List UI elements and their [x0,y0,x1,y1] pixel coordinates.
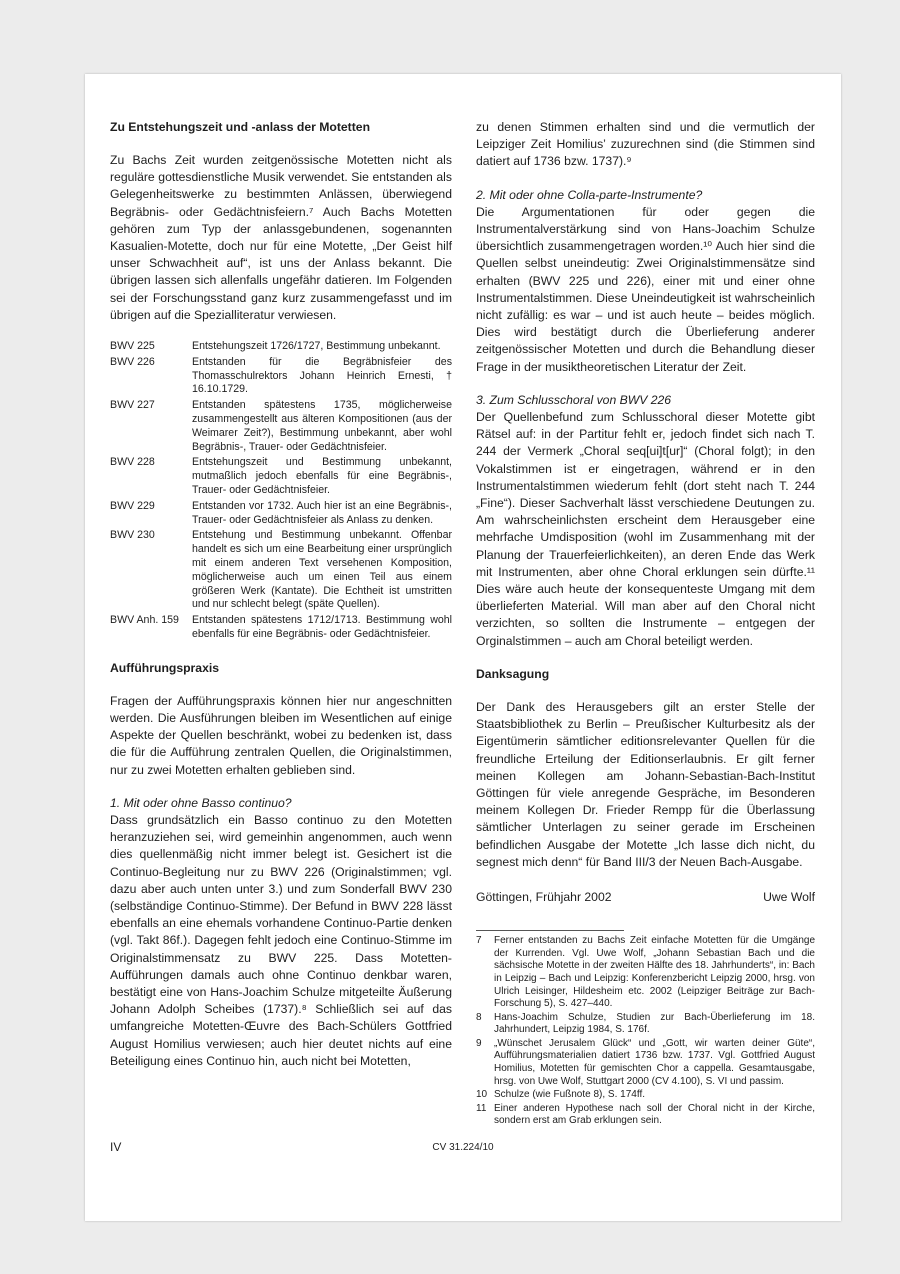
bwv-number: BWV 228 [110,456,155,469]
bwv-number: BWV 225 [110,340,155,353]
footnote-text: Schulze (wie Fußnote 8), S. 174ff. [494,1089,646,1101]
section-heading-praxis: Aufführungspraxis [110,660,220,675]
bwv-description: Entstehungszeit und Bestimmung unbekannt, mutmaßlich jedoch ebenfalls für eine Begräbnis-, Trauer- oder Gedächtnisfeier. [192,456,452,496]
bwv-list [110,340,452,642]
footnote-number: 9 [476,1037,482,1049]
bwv-description: Entstanden spätestens 1712/1713. Bestimmung wohl ebenfalls für eine Begräbnis- oder Gedächtnisfeier. [192,614,452,640]
page-number: IV [110,1140,122,1154]
author-name: Uwe Wolf [763,889,815,904]
footnote-number: 8 [476,1011,482,1023]
bwv-description: Entstanden für die Begräbnisfeier des Thomasschulrektors Johann Heinrich Ernesti, † 16.10.1729. [192,355,452,396]
section-heading-danksagung: Danksagung [476,666,550,681]
bwv-entry [110,356,452,397]
left-column [110,119,452,1070]
footnote-text: Hans-Joachim Schulze, Studien zur Bach-Überlieferung im 18. Jahrhundert, Leipzig 1984, S. 176f. [494,1011,815,1036]
catalog-number: CV 31.224/10 [432,1142,494,1153]
subheading-schlusschoral: 3. Zum Schlusschoral von BWV 226 [476,392,672,407]
praxis-paragraph: Fragen der Aufführungspraxis können hier nur angeschnitten werden. Die Ausführungen bleiben im Wesentlichen auf einige Aspekte der Quellen beschränkt, wobei zu bedenken ist, dass die für die Aufführung zentralen Quellen, die Originalstimmen, nur zu zwei Motetten erhalten geblieben sind. [110,693,452,777]
footnote-text: „Wünschet Jerusalem Glück“ und „Gott, wir warten deiner Güte“, Aufführungsmaterialien datiert 1736 bzw. 1737. Vgl. Gottfried August Homilius, Motetten für gemischten Chor a cappella. Gesamtausgabe, hrsg. von Uwe Wolf, Stuttgart 2000 (CV 4.100), S. VI und passim. [494,1037,815,1087]
place-date: Göttingen, Frühjahr 2002 [476,889,612,904]
bwv-description: Entstehungszeit 1726/1727, Bestimmung unbekannt. [192,340,441,353]
continued-paragraph: zu denen Stimmen erhalten sind und die vermutlich der Leipziger Zeit Homilius’ zuzurechnen sind (die Stimmen sind datiert auf 1736 bzw. 1737).⁹ [476,120,815,169]
footnote-text: Einer anderen Hypothese nach soll der Choral nicht in der Kirche, sondern erst am Grab erklungen sein. [494,1102,815,1127]
document-page [85,74,841,1221]
footnotes [476,935,815,1128]
footnote-number: 10 [476,1089,488,1101]
bwv-number: BWV 230 [110,529,155,542]
bwv-number: BWV 226 [110,355,155,368]
signature-line [476,889,815,906]
section-heading-entstehung: Zu Entstehungszeit und -anlass der Motetten [110,120,371,134]
danksagung-paragraph: Der Dank des Herausgebers gilt an erster Stelle der Staatsbibliothek zu Berlin – Preußischer Kulturbesitz als der Eigentümerin sämtlicher editionsrelevanter Quellen für die freundliche Erteilung der Editionserlaubnis. Er gilt ferner meinen Kollegen am Johann-Sebastian-Bach-Institut Göttingen für viele anregende Gespräche, im Besonderen meinem Kollegen Dr. Frieder Rempp für die Überlassung sämtlicher Unterlagen zu seiner gerade im Erscheinen befindlichen Ausgabe der Motette „Ich lasse dich nicht, du segnest mich denn“ für Band III/3 der Neuen Bach-Ausgabe. [476,699,815,869]
bwv-entry [110,456,452,497]
footnote [476,1038,815,1088]
subheading-continuo: 1. Mit oder ohne Basso continuo? [110,795,292,810]
bwv-description: Entstanden vor 1732. Auch hier ist an eine Begräbnis-, Trauer- oder Gedächtnisfeier als Anlass zu denken. [192,499,452,526]
bwv-description: Entstanden spätestens 1735, möglicherweise zusammengestellt aus älteren Kompositionen (aus der Weimarer Zeit?), Bestimmung unbekannt, aber wohl Begräbnis-, Trauer- oder Gedächtnisfeier. [192,399,452,453]
bwv-entry [110,399,452,454]
intro-paragraph: Zu Bachs Zeit wurden zeitgenössische Motetten nicht als reguläre gottesdienstliche Musik verwendet. Sie entstanden als Gelegenheitswerke zu bestimmten Anlässen, überwiegend Begräbnis- oder Gedächtnisfeiern.⁷ Auch Bachs Motetten gehören zum Typ der anlassgebundenen, sogenannten Kasualien-Motette, doch nur für eine Motette, „Der Geist hilf unser Schwachheit auf“, ist uns der Anlass bekannt. Die übrigen lassen sich allenfalls ungefähr datieren. Im Folgenden sei der Forschungsstand ganz kurz zusammengefasst und im übrigen auf die Spezialliteratur verwiesen. [110,153,452,322]
right-column [476,119,815,1129]
continuo-paragraph: Dass grundsätzlich ein Basso continuo zu den Motetten heranzuziehen sei, wird gemeinhin angenommen, auch wenn dies quellenmäßig nicht immer belegt ist. Gesichert ist die Continuo-Begleitung nur zu BWV 226 (Originalstimmen; vgl. dazu aber auch unten unter 3.) und zum Sonderfall BWV 230 (selbständige Continuo-Stimme). Der Befund in BWV 228 lässt ebenfalls an eine ehemals vorhandene Continuo-Partie denken (vgl. Takt 86f.). Dagegen fehlt jedoch eine Continuo-Stimme im Originalstimmensatz zu BWV 225. Dass Motetten-Aufführungen damals auch ohne Continuo denkbar waren, bestätigt eine von Hans-Joachim Schulze mitgeteilte Äußerung Johann Adolph Scheibes (1737).⁸ Schließlich sei auf das umfangreiche Motetten-Œuvre des Bach-Schülers Gottfried August Homilius verwiesen; auch hier deutet nichts auf eine Beteiligung eines Continuo hin, auch nicht bei Motetten, [110,812,452,1068]
bwv-entry [110,614,452,642]
footnote [476,1103,815,1128]
footnote-divider [476,930,624,931]
subheading-colla-parte: 2. Mit oder ohne Colla-parte-Instrumente? [476,187,703,202]
footnote [476,1089,815,1102]
bwv-number: BWV 227 [110,399,155,412]
footnote [476,935,815,1011]
bwv-entry [110,500,452,528]
bwv-number: BWV Anh. 159 [110,614,179,627]
bwv-description: Entstehung und Bestimmung unbekannt. Offenbar handelt es sich um eine Bearbeitung einer ursprünglich mit einem anderen Text versehenen Komposition, möglicherweise auch um einen Teil aus einem größeren Werk (Kantate). Die Echtheit ist umstritten und nur schlecht belegt (späte Quellen). [192,529,452,611]
footnote [476,1012,815,1037]
bwv-entry [110,529,452,612]
colla-parte-paragraph: Die Argumentationen für oder gegen die Instrumentalverstärkung sind von Hans-Joachim Schulze übersichtlich zusammengetragen worden.¹⁰ Auch hier sind die Quellen selbst uneindeutig: Zwei Originalstimmensätze sind erhalten (BWV 225 und 226), einer mit und einer ohne Instrumentalstimmen. Diese Uneindeutigkeit ist wahrscheinlich nicht zufällig: es war – und ist auch heute – beides möglich. Dies wird bestätigt durch die Überlieferung anderer zeitgenössischer Motetten und durch die Behandlung dieser Frage in der musiktheoretischen Literatur der Zeit. [476,204,815,374]
bwv-number: BWV 229 [110,499,155,512]
footnote-number: 7 [476,935,482,947]
schlusschoral-paragraph: Der Quellenbefund zum Schlusschoral dieser Motette gibt Rätsel auf: in der Partitur fehlt er, jedoch findet sich nach T. 244 der Vermerk „Choral seq[ui]t[ur]“ (Choral folgt); in den Vokalstimmen ist er eingetragen, während er in den Instrumentalstimmen wiederum fehlt (dort steht nach T. 244 „Fine“). Dieser Sachverhalt lässt verschiedene Deutungen zu. Am wahrscheinlichsten erscheint dem Herausgeber eine mehrfache Umdisposition (wohl im Zusammenhang mit der Planung der Trauerfeierlichkeiten), an deren Ende das Werk mit Instrumenten, aber ohne Choral erklungen sein dürfte.¹¹ Dies wäre auch heute der konsequenteste Umgang mit dem überlieferten Material. Will man aber auf den Choral nicht verzichten, so sollten die Instrumente – entgegen der Orginalstimmen – auch am Choral beteiligt werden. [476,410,815,648]
footnote-number: 11 [476,1102,487,1114]
footnote-text: Ferner entstanden zu Bachs Zeit einfache Motetten für die Umgänge der Kurrenden. Vgl. Uwe Wolf, „Johann Sebastian Bach und die sächsische Motette in der zweiten Hälfte des 18. Jahrhunderts“, in: Bach in Leipzig – Bach und Leipzig: Konferenzbericht Leipzig 2000, hrsg. von Ulrich Leisinger, Hildesheim etc. 2002 (Leipziger Beiträge zur Bach-Forschung 5), S. 427–440. [494,935,815,1010]
bwv-entry [110,340,452,354]
